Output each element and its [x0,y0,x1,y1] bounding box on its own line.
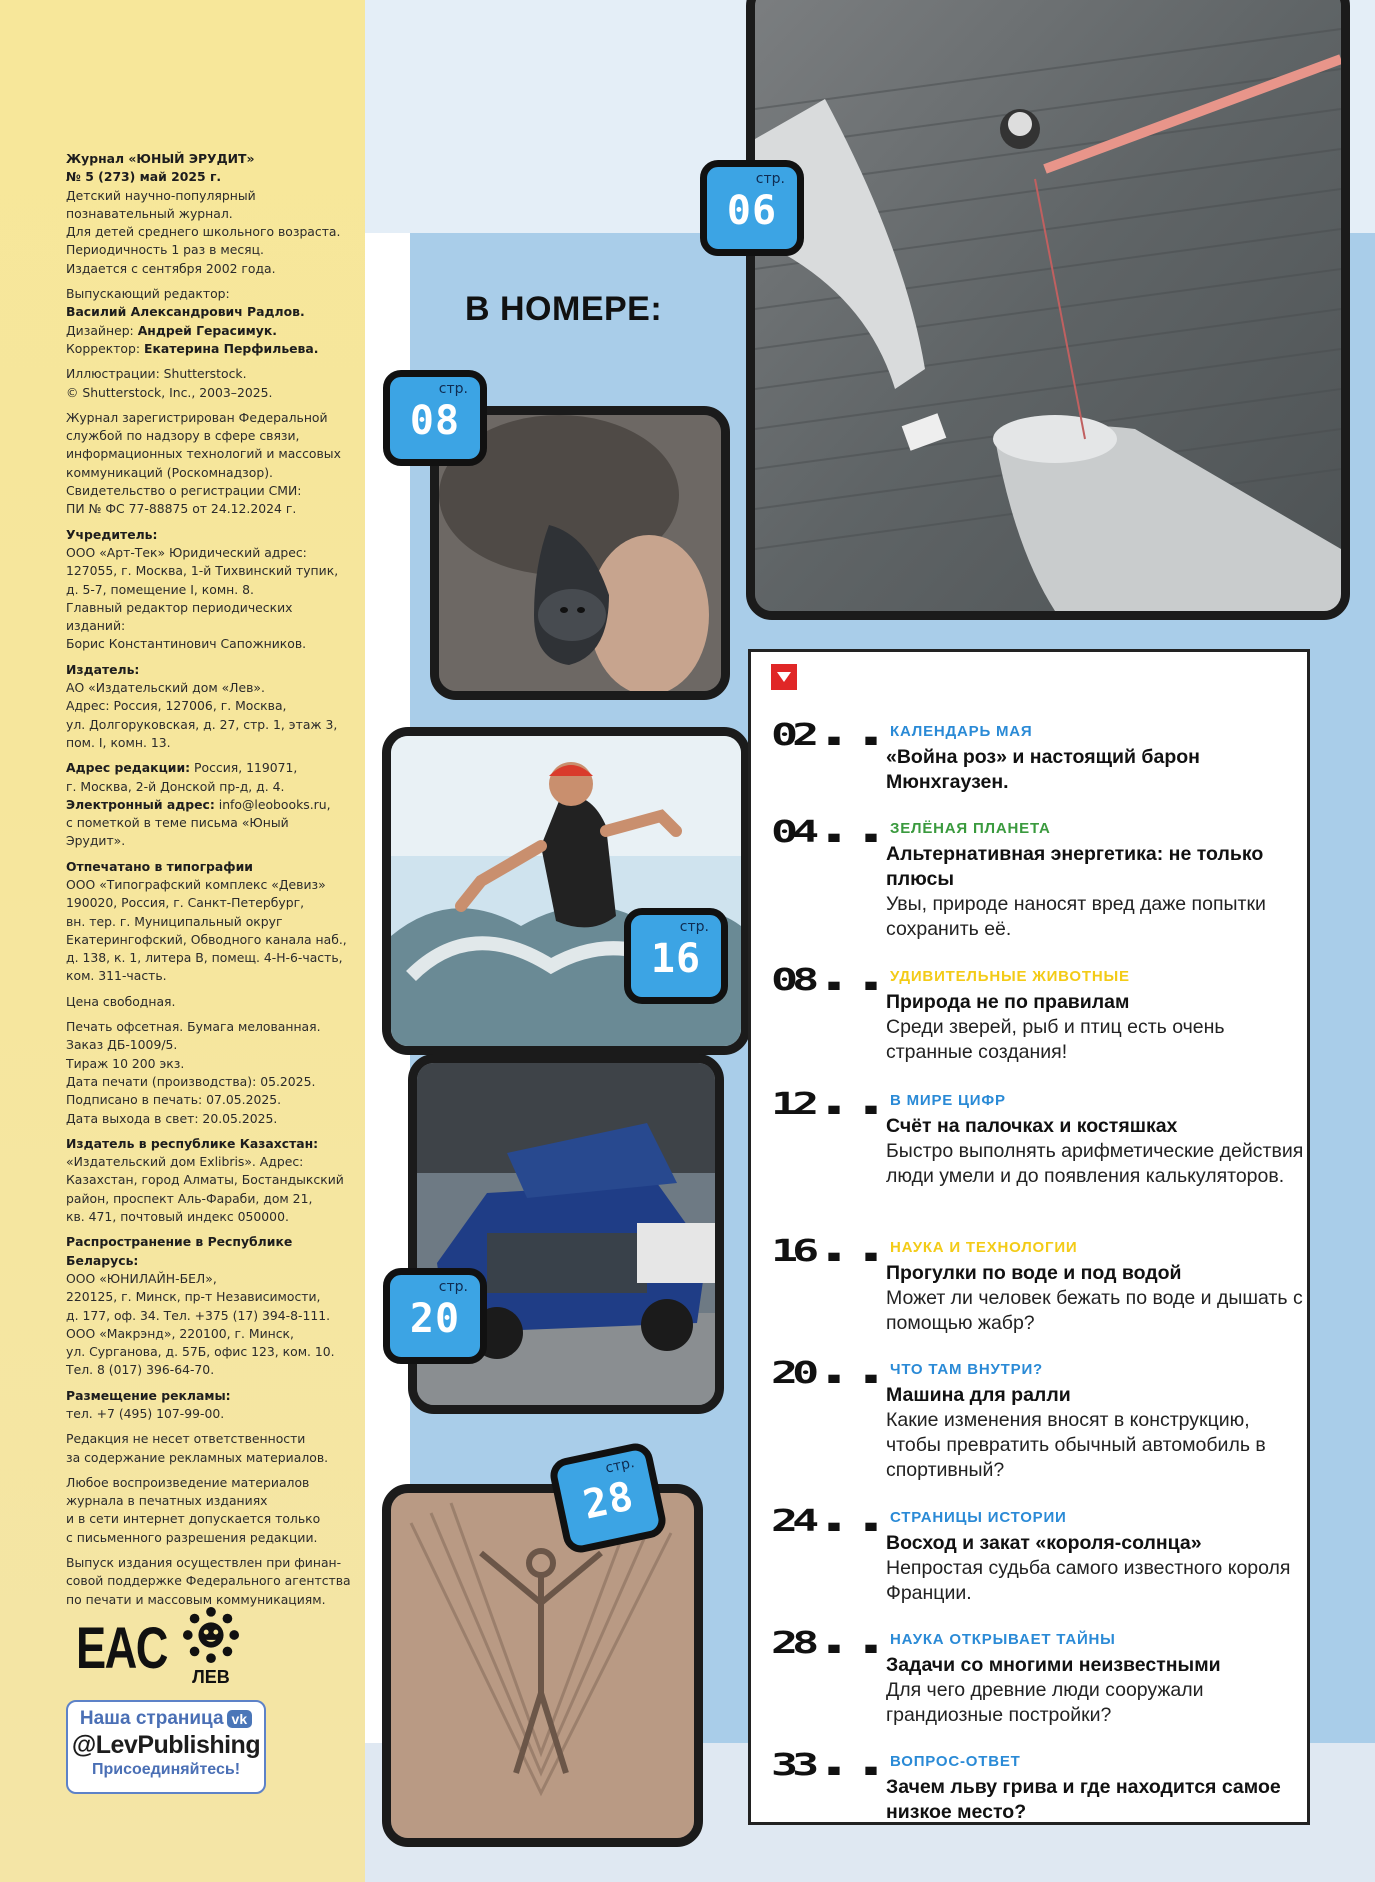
editorial-address [66,759,351,850]
issue-number: № 5 (273) май 2025 г. [66,169,222,185]
geoglyph-photo [382,1484,703,1847]
vk-icon: vk [227,1710,253,1728]
article-description: Какие изменения вносят в конструкцию, чтобы превратить обычный автомобиль в спортивный? [886,1409,1266,1481]
vk-promo-label: Наша страница [79,1708,224,1729]
print-info: Печать офсетная. Бумага мелованная. Заказ ДБ-1009/5. Тираж 10 200 экз. Дата печати (производства): 05.2025. Подписано в печать: 07.05.2025. Дата выхода в свет: 20.05.2025. [66,1019,321,1126]
article-title-text: Прогулки по воде и под водой [886,1262,1182,1284]
article-title-text: Природа не по правилам [886,991,1130,1013]
article-title-text: Счёт на палочках и костяшках [886,1115,1178,1137]
badge-str-label: стр. [604,1454,636,1477]
publisher-label: Издатель: [66,661,140,677]
category-label: КАЛЕНДАРЬ МАЯ [890,723,1033,740]
page-number-value: 28 [771,1626,814,1661]
article-title [886,1261,1306,1336]
article-title [886,1383,1306,1483]
proofreader-label: Корректор: [66,340,141,356]
vk-promo-top [68,1708,264,1730]
article-title-text: Задачи со многими неизвестными [886,1654,1221,1676]
price: Цена свободная. [66,993,176,1009]
badge-str-label: стр. [679,919,709,935]
disclaimer-ads: Редакция не несет ответственности за содержание рекламных материалов. [66,1431,329,1465]
printed-label: Отпечатано в типографии [66,858,253,874]
page-number-value: 12 [771,1087,814,1122]
email-label: Электронный адрес: [66,796,215,812]
page-number-value: 02 [771,718,814,753]
article-title [886,1775,1306,1825]
page-number: 08.. [771,947,888,1001]
article-title [886,990,1306,1065]
eac-logo: EAC [76,1616,167,1681]
article-title [886,1653,1306,1728]
page-number: 16.. [771,1218,888,1272]
lion-icon [182,1606,240,1664]
category-label: ЧТО ТАМ ВНУТРИ? [890,1361,1043,1378]
page-number: 24.. [771,1488,888,1542]
editor-name: Василий Александрович Радлов. [66,304,305,320]
designer-label: Дизайнер: [66,322,134,338]
page-number: 12.. [771,1071,888,1125]
page-number-value: 08 [771,963,814,998]
proofreader-name: Екатерина Перфильева. [144,340,319,356]
category-label: В МИРЕ ЦИФР [890,1092,1006,1109]
page-number-value: 04 [771,815,814,850]
page-number: 04.. [771,799,888,853]
colophon-strip [0,0,365,1882]
article-description: Может ли человек бежать по воде и дышать с помощью жабр? [886,1287,1303,1334]
article-title-text: Машина для ралли [886,1384,1071,1406]
registration-info: Журнал зарегистрирован Федеральной службой по надзору в сфере связи, информационных технологий и массовых коммуникаций (Роскомнадзор). Свидетельство о регистрации СМИ: ПИ № ФС 77-88875 от 24.12.2024 г. [66,409,341,517]
badge-str-label: стр. [438,1279,468,1295]
editor-label: Выпускающий редактор: [66,286,230,302]
by-text: ООО «ЮНИЛАЙН-БЕЛ», 220125, г. Минск, пр-т Независимости, д. 177, оф. 34. Тел. +375 (17) 394-8-111. ООО «Макрэнд», 220100, г. Минск, ул. Сурганова, д. 57Б, офис 123, ком. 10. Тел. 8 (017) 396-64-70. [66,1270,335,1378]
printing-house [66,858,351,986]
page-number: 28.. [771,1610,888,1664]
article-description: Быстро выполнять арифметические действия люди умели и до появления калькуляторов. [886,1140,1304,1187]
vk-handle[interactable]: @LevPublishing [71,1731,261,1759]
article-title-text: Зачем льву грива и где находится самое низкое место? [886,1776,1281,1823]
disclaimer-copy: Любое воспроизведение материалов журнала в печатных изданиях и в сети интернет допускается только с письменного разрешения редакции. [66,1474,321,1545]
wind-turbine-photo [746,0,1350,620]
badge-number: 20 [409,1296,461,1342]
page-number: 02.. [771,702,888,756]
page-number: 20.. [771,1340,888,1394]
badge-number: 08 [409,398,461,444]
lev-logo-text: ЛЕВ [192,1667,230,1687]
by-label: Распространение в Республике Беларусь: [66,1234,293,1268]
article-title-text: Альтернативная энергетика: не только плюсы [886,843,1264,890]
founder-block [66,526,351,654]
badge-str-label: стр. [438,381,468,397]
printed-text: ООО «Типографский комплекс «Девиз» 190020, Россия, г. Санкт-Петербург, вн. тер. г. Муниципальный округ Екатерингофский, Обводного канала наб., д. 138, к. 1, литера В, помещ. 4-Н-6-часть, ком. 311-часть. [66,876,347,984]
email-text: info@leobooks.ru, с пометкой в теме письма «Юный Эрудит». [66,796,331,849]
page-number: 33.. [771,1732,888,1786]
page-badge-20[interactable] [383,1268,487,1364]
designer-name: Андрей Герасимук. [137,322,277,338]
page-number-value: 24 [771,1504,814,1539]
government-support: Выпуск издания осуществлен при финан- совой поддержке Федерального агентства по печати и массовым коммуникациям. [66,1555,351,1607]
article-title-text: Восход и закат «короля-солнца» [886,1532,1202,1554]
kz-text: «Издательский дом Exlibris». Адрес: Казахстан, город Алматы, Бостандыкский район, проспект Аль-Фараби, дом 21, кв. 471, почтовый индекс 050000. [66,1154,344,1225]
ads-text: тел. +7 (495) 107-99-00. [66,1406,225,1421]
lev-logo [176,1606,246,1688]
article-description: Увы, природе наносят вред даже попытки сохранить её. [886,893,1266,940]
founder-text: ООО «Арт-Тек» Юридический адрес: 127055, г. Москва, 1-й Тихвинский тупик, д. 5-7, помещение I, комн. 8. Главный редактор периодических изданий: Борис Константинович Сапожников. [66,544,339,652]
article-title [886,1114,1306,1189]
kazakhstan-publisher [66,1135,351,1226]
colophon-masthead [66,150,351,278]
badge-str-label: стр. [755,171,785,187]
table-of-contents [748,649,1310,1825]
page-badge-16[interactable] [624,908,728,1004]
page-badge-06[interactable] [700,160,804,256]
article-description: Среди зверей, рыб и птиц есть очень странные создания! [886,1016,1225,1063]
badge-number: 16 [650,936,702,982]
water-runner-photo [382,727,750,1055]
page-number-value: 16 [771,1234,814,1269]
article-description: Непростая судьба самого известного короля Франции. [886,1557,1291,1604]
badge-number: 06 [726,188,778,234]
kz-label: Издатель в республике Казахстан: [66,1135,319,1151]
page-number-value: 33 [771,1748,814,1783]
editorial-label: Адрес редакции: [66,760,191,776]
magazine-about: Детский научно-популярный познавательный журнал. Для детей среднего школьного возраста. Периодичность 1 раз в месяц. Издается с сентября 2002 года. [66,187,341,276]
publisher-block [66,661,351,752]
editorial-text: Россия, 119071, г. Москва, 2-й Донской пр-д, д. 4. [66,760,298,794]
page-badge-08[interactable] [383,370,487,466]
publisher-text: АО «Издательский дом «Лев». Адрес: Россия, 127006, г. Москва, ул. Долгоруковская, д. 27, стр. 1, этаж 3, пом. I, комн. 13. [66,680,338,750]
article-title [886,1531,1306,1606]
colophon-staff [66,285,351,358]
founder-label: Учредитель: [66,526,158,542]
category-label: ЗЕЛЁНАЯ ПЛАНЕТА [890,820,1051,837]
in-this-issue-heading: В НОМЕРЕ: [465,290,663,328]
badge-number: 28 [579,1473,638,1529]
vk-promo[interactable] [66,1700,266,1794]
advertising [66,1387,351,1424]
magazine-name: Журнал «ЮНЫЙ ЭРУДИТ» [66,151,255,166]
article-title [886,745,1306,795]
article-title [886,842,1306,942]
colophon [66,150,351,1616]
category-label: НАУКА И ТЕХНОЛОГИИ [890,1239,1078,1256]
illustrations-credit: Иллюстрации: Shutterstock. © Shutterstock, Inc., 2003–2025. [66,366,273,400]
category-label: УДИВИТЕЛЬНЫЕ ЖИВОТНЫЕ [890,968,1130,985]
category-label: СТРАНИЦЫ ИСТОРИИ [890,1509,1067,1526]
belarus-distribution [66,1233,351,1379]
page-number-value: 20 [771,1356,814,1391]
category-label: ВОПРОС-ОТВЕТ [890,1753,1021,1770]
category-label: НАУКА ОТКРЫВАЕТ ТАЙНЫ [890,1631,1116,1648]
article-title-text: «Война роз» и настоящий барон Мюнхгаузен. [886,746,1200,793]
ads-label: Размещение рекламы: [66,1387,231,1403]
vk-join: Присоединяйтесь! [91,1761,241,1778]
triangle-down-icon [771,664,797,690]
article-description: Для чего древние люди сооружали грандиозные постройки? [886,1679,1204,1726]
